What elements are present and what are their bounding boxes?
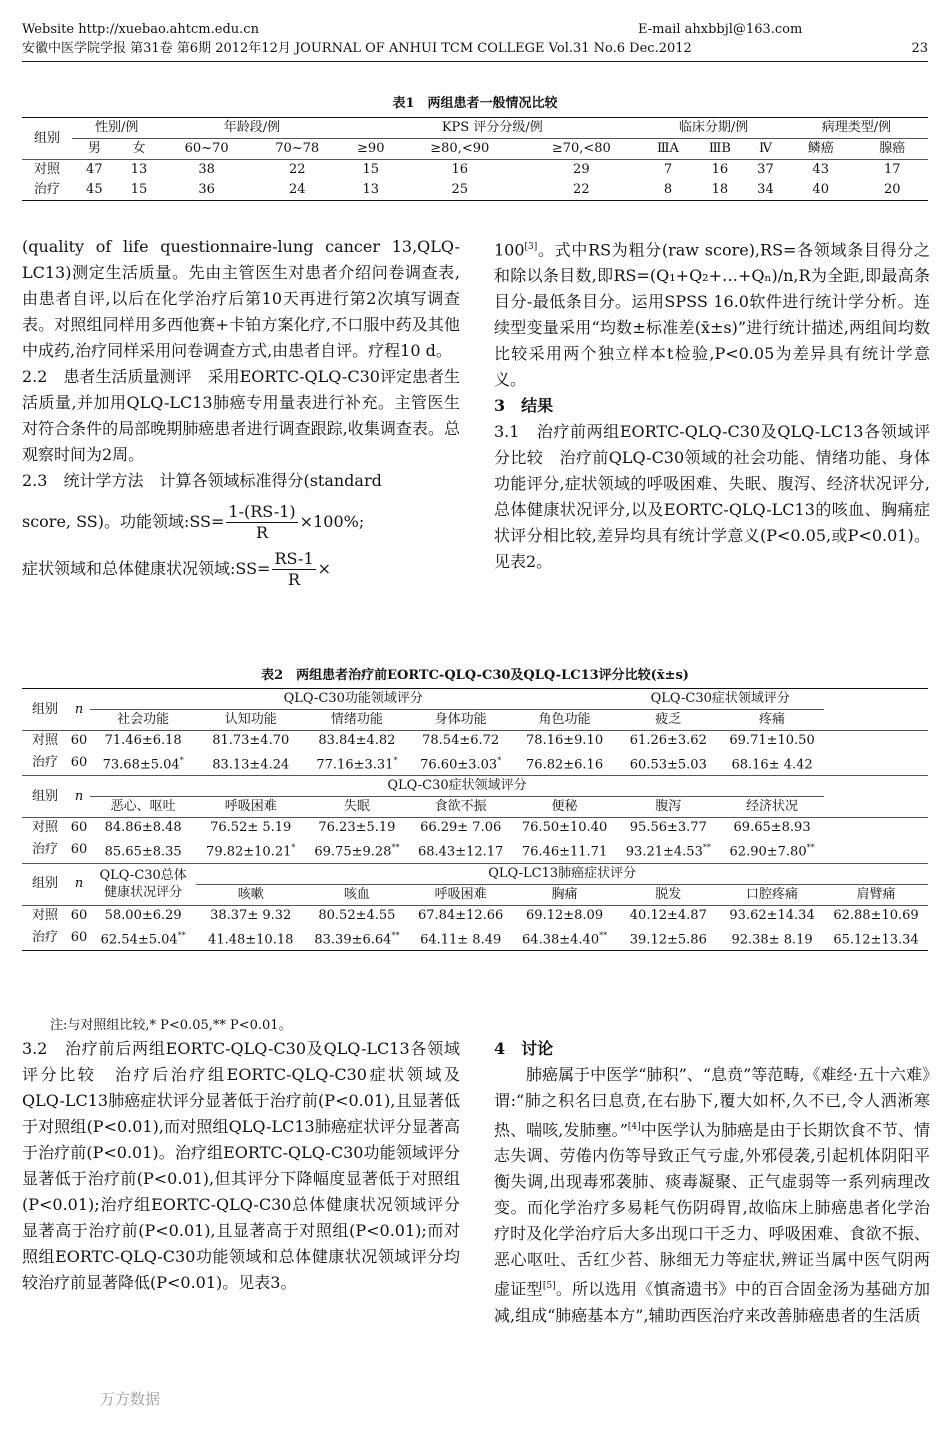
table2-value: 92.38± 8.19 [731,931,813,947]
table2-row-label: 对照 [22,731,68,752]
table2-cell: 62.88±10.69 [824,905,928,926]
table2-n-label: n [68,689,90,731]
table2-value: 64.11± 8.49 [420,931,502,947]
table2-value: 83.39±6.64 [314,931,392,947]
table1-subhead: ≥80,<90 [430,141,490,156]
table2-cell: 78.54±6.72 [409,731,513,752]
table2-cell [513,926,617,951]
section-2-3: 2.3 统计学方法 计算各领域标准得分(standard [22,471,382,490]
table2-value: 68.16± 4.42 [731,757,813,773]
table1-caption: 表1 两组患者一般情况比较 [392,96,558,111]
journal-info: 安徽中医学院学报 第31卷 第6期 2012年12月 JOURNAL OF ANHUI TCM COLLEGE Vol.31 No.6 Dec.2012 [22,41,692,56]
table2-row-label: 治疗 [31,755,58,771]
table2-group-head: QLQ-C30症状领域评分 [617,689,825,710]
paragraph: (quality of life questionnaire-lung cancer 13,QLQ-LC13)测定生活质量。先由主管医生对患者介绍问卷调查表,由患者自评,以后在化学治疗后第10天再进行第2次填写调查表。对照组同样用多西他赛+卡铂方案化疗,不口服中药及其他中成药,治疗同样采用问卷调查方式,由患者自评。疗程10 d。 [22,237,460,360]
significance-mark: * [393,756,398,765]
right-column-upper [494,234,930,575]
citation: [5] [542,1281,556,1292]
table1-cell: 40 [785,180,856,201]
table1-cell: 24 [252,180,343,201]
section-2-2: 2.2 患者生活质量测评 采用EORTC-QLQ-C30评定患者生活质量,并加用QLQ-LC13肺癌专用量表进行补充。主管医生对符合条件的局部晚期肺癌患者进行调查跟踪,收集调查表。总观察时间为2周。 [22,367,460,464]
table2-cell: 71.46±6.18 [90,731,196,752]
table2-value: 60.53±5.03 [629,757,707,773]
citation: [3] [524,242,538,252]
citation: [4] [627,1122,641,1132]
text-run: 100 [494,240,525,260]
table2-value: 73.68±5.04 [102,757,180,773]
table2-overall-head-line2: 健康状况评分 [104,885,183,901]
table2-subhead: 脱发 [655,886,682,902]
table2-cell [196,926,305,951]
significance-mark: ** [599,930,608,940]
table2-row-label: 治疗 [22,926,68,951]
table1-row-label: 对照 [33,162,60,177]
fraction [226,502,297,543]
table2-subhead: 呼吸困难 [434,886,487,902]
table2-value: 77.16±3.31 [316,757,394,773]
paragraph [494,234,930,393]
table2-overall-head-line1: QLQ-C30总体 [99,868,187,884]
table1-group-head: 临床分期/例 [642,118,785,139]
table1-cell: 38 [198,162,215,177]
table2-value: 93.21±4.53 [625,844,703,860]
table1-cell: 16 [711,162,729,177]
table2-value: 79.82±10.21 [206,844,292,860]
section-heading-3: 3 结果 [494,396,554,416]
table2-overall-head [90,863,196,905]
table1-cell: 15 [117,180,162,201]
table2-cell [513,751,617,776]
table2-subhead: 肩臂痛 [856,886,896,902]
table2-subhead: 身体功能 [434,712,487,727]
table1-subhead: 60~70 [184,141,229,156]
table2-value: 76.60±3.03 [420,757,498,773]
table1-cell: 34 [746,180,785,201]
table2-value: 62.90±7.80 [729,844,807,860]
page-number: 23 [911,41,928,56]
table2-cell [513,838,617,863]
table2-n: 60 [68,731,90,752]
table2-value: 76.82±6.16 [526,757,604,773]
running-header-line1 [22,22,928,38]
table2-cell [617,751,721,776]
table2-subhead: 情绪功能 [330,712,383,727]
significance-mark: * [497,756,502,765]
table1-cell: 8 [642,180,694,201]
table2-n: 60 [68,926,90,951]
left-column-lower [22,1036,460,1296]
table2-cell [305,751,409,776]
text-run: 。式中RS为粗分(raw score),RS=各领域条目得分之和除以条目数,即RS=(Q₁+Q₂+…+Qₙ)/n,R为全距,即最高条目分-最低条目分。运用SPSS 16.0软件进行统计学分析。连续型变量采用“均数±标准差(x̄±s)”进行统计描述,两组间均数比较采用两个独立样本t检验,P<0.05为差异具有统计学意义。 [494,240,930,390]
significance-mark: ** [806,843,815,853]
table1-subhead: 腺癌 [879,141,906,156]
table1-cell: 17 [883,162,901,177]
table2-group-head: QLQ-C30功能领域评分 [90,689,617,710]
email-text: E-mail ahxbbjl@163.com [638,22,803,37]
table2-cell: 69.65±8.93 [720,818,824,839]
formula-suffix: × [317,559,332,578]
table2-value: 69.75±9.28 [314,844,392,860]
table2-subhead: 腹泻 [655,799,682,815]
table2-value: 62.54±5.04 [100,931,178,947]
table2-cell: 80.52±4.55 [305,905,409,926]
formula-suffix: ×100%; [299,512,365,531]
table1-cell: 13 [130,162,148,177]
table2-row-label: 治疗 [31,842,58,858]
text-run: 中医学认为肺癌是由于长期饮食不节、情志失调、劳倦内伤等导致正气亏虚,外邪侵袭,引起机体阴阳平衡失调,出现毒邪袭肺、痰毒凝聚、正气虚弱等一系列病理改变。而化学治疗多易耗气伤阴碍胃,故临床上肺癌患者化学治疗时及化学治疗后大多出现口干乏力、呼吸困难、食欲不振、恶心呕吐、舌红少苔、脉细无力等症状,辨证当属中医气阴两虚证型 [494,1120,930,1299]
table2-group-label: 组别 [22,689,68,731]
table1-subhead: Ⅳ [758,141,772,156]
paragraph [494,1062,930,1329]
table2-cell: 40.12±4.87 [617,905,721,926]
table2-group-head: QLQ-C30症状领域评分 [90,776,824,797]
table2-n: 60 [68,905,90,926]
table2-cell [720,926,824,951]
table2-caption: 表2 两组患者治疗前EORTC-QLQ-C30及QLQ-LC13评分比较(x̄±s) [261,668,689,683]
table2-subhead: 恶心、呕吐 [110,799,176,815]
table2-cell: 38.37± 9.32 [196,905,305,926]
table1-cell: 37 [757,162,774,177]
table2 [22,688,928,951]
table2-cell: 61.26±3.62 [617,731,721,752]
header-rule [22,61,928,62]
table2-subhead: 角色功能 [538,712,591,727]
table1-subhead: ⅢB [708,141,731,156]
table2-cell: 95.56±3.77 [617,818,721,839]
table2-subhead: 口腔疼痛 [746,886,799,902]
left-column-upper [22,234,460,590]
formula-functional [22,502,460,543]
table2-subhead: 社会功能 [117,712,170,727]
table2-subhead: 胸痛 [551,886,578,902]
table1-subhead: 70~78 [275,141,320,156]
table2-subhead: 食欲不振 [434,799,487,815]
table2-subhead: 咳嗽 [237,886,264,902]
table1-cell: 36 [161,180,252,201]
significance-mark: ** [702,843,711,853]
fraction-denominator: R [288,570,301,589]
table2-row-label: 对照 [22,818,68,839]
table2-group-head: QLQ-LC13肺癌症状评分 [196,863,928,884]
table2-n: 60 [70,755,88,771]
fraction [272,549,315,590]
formula-prefix: score, SS)。功能领域:SS= [22,512,225,531]
table2-value: 68.43±12.17 [417,844,504,860]
section-heading-4: 4 讨论 [494,1039,554,1058]
table2-value: 64.38±4.40 [522,931,600,947]
table2-cell: 69.12±8.09 [513,905,617,926]
table1 [22,117,928,201]
right-column-lower [494,1036,930,1329]
table1-subhead: ⅢA [656,141,679,156]
table1-subhead: 女 [132,141,146,156]
table2-n: 60 [70,842,88,858]
table2-cell: 76.23±5.19 [305,818,409,839]
table1-cell: 25 [399,180,521,201]
table2-subhead: 呼吸困难 [224,799,277,815]
table1-cell: 18 [694,180,746,201]
table1-group-head: 性别/例 [72,118,161,139]
table1-row-label: 治疗 [22,180,72,201]
section-3-1: 3.1 治疗前两组EORTC-QLQ-C30及QLQ-LC13各领域评分比较 治疗前QLQ-C30领域的社会功能、情绪功能、身体功能评分,症状领域的呼吸困难、失眠、腹泻、经济状况评分,总体健康状况评分,以及EORTC-QLQ-LC13的咳血、胸痛症状评分相比较,差异均具有统计学意义(P<0.05,或P<0.01)。见表2。 [494,422,930,572]
table2-subhead: 经济状况 [746,799,799,815]
table1-cell: 45 [72,180,117,201]
significance-mark: ** [391,930,400,940]
table2-cell [305,926,409,951]
table2-note: 注:与对照组比较,* P<0.05,** P<0.01。 [50,1018,292,1033]
table2-cell [90,926,196,951]
table1-subhead: 男 [87,141,101,156]
watermark-text: 万方数据 [100,1390,161,1408]
fraction-numerator: 1-(RS-1) [228,502,296,521]
table1-cell: 29 [573,162,590,177]
table1-group-label: 组别 [22,118,72,160]
table2-cell [617,838,721,863]
table2-cell: 67.84±12.66 [409,905,513,926]
table2-cell: 78.16±9.10 [513,731,617,752]
significance-mark: * [291,843,296,853]
table1-cell: 15 [362,162,380,177]
section-3-2: 3.2 治疗前后两组EORTC-QLQ-C30及QLQ-LC13各领域评分比较 治疗后治疗组EORTC-QLQ-C30症状领域及QLQ-LC13肺癌症状评分显著低于治疗前(P<0.01),且显著低于对照组(P<0.01),而对照组QLQ-LC13肺癌症状评分显著高于治疗前(P<0.01)。治疗组EORTC-QLQ-C30功能领域评分显著低于治疗前(P<0.01),但其评分下降幅度显著低于对照组(P<0.01);治疗组EORTC-QLQ-C30总体健康状况领域评分显著高于治疗前(P<0.01),且显著高于对照组(P<0.01);而对照组EORTC-QLQ-C30功能领域和总体健康状况领域评分均较治疗前显著降低(P<0.01)。见表3。 [22,1039,460,1292]
table2-value: 65.12±13.34 [833,931,919,947]
table2-cell [90,838,196,863]
significance-mark: ** [177,930,186,940]
running-header-line2 [22,41,928,57]
table2-cell: 69.71±10.50 [720,731,824,752]
table2-group-label: 组别 [22,776,68,818]
table1-group-head: 年龄段/例 [161,118,342,139]
table2-value: 39.12±5.86 [629,931,707,947]
table2-cell [409,751,513,776]
table2-row-label: 对照 [22,905,68,926]
formula-symptom [22,549,460,590]
table2-value: 85.65±8.35 [104,844,182,860]
table2-cell [409,838,513,863]
table2-value: 41.48±10.18 [208,931,294,947]
website-text: Website http://xuebao.ahtcm.edu.cn [22,22,259,37]
table2-subhead: 咳血 [343,886,370,902]
table1-cell: 20 [856,180,928,201]
table2-n-label: n [68,863,90,905]
table2-cell [196,838,305,863]
table2-subhead: 疼痛 [759,712,786,727]
significance-mark: ** [391,843,400,853]
table1-cell: 43 [812,162,829,177]
table2-cell: 83.84±4.82 [305,731,409,752]
table1-cell: 22 [288,162,306,177]
table2-cell: 76.52± 5.19 [196,818,305,839]
table2-cell: 58.00±6.29 [90,905,196,926]
table2-subhead: 认知功能 [224,712,277,727]
table1-cell: 7 [663,162,673,177]
fraction-numerator: RS-1 [274,549,314,568]
significance-mark: * [179,756,184,765]
table1-cell: 13 [343,180,400,201]
table2-cell: 66.29± 7.06 [409,818,513,839]
table2-value: 83.13±4.24 [212,757,290,773]
table1-cell: 16 [451,162,469,177]
table2-n-label: n [68,776,90,818]
table2-subhead: 便秘 [551,799,578,815]
table2-cell [720,838,824,863]
text-run: 肺癌属于中医学“肺积”、“息贲”等范畴,《难经·五十六难》谓:“肺之积名曰息贲,在右胁下,覆大如杯,久不已,令人洒淅寒热、喘咳,发肺壅。” [494,1065,930,1140]
table2-cell [824,926,928,951]
table1-subhead: 鳞癌 [807,141,834,156]
table2-group-label: 组别 [22,863,68,905]
table1-group-head: 病理类型/例 [785,118,928,139]
table2-cell [617,926,721,951]
table2-subhead: 疲乏 [655,712,682,727]
table1-cell: 47 [86,162,103,177]
formula-prefix: 症状领域和总体健康状况领域:SS= [22,559,271,578]
table2-cell [720,751,824,776]
fraction-denominator: R [256,523,269,542]
table2-value: 76.46±11.71 [521,844,608,860]
table2-cell [90,751,196,776]
table2-subhead: 失眠 [343,799,370,815]
table2-cell: 84.86±8.48 [90,818,196,839]
table1-subhead: ≥90 [357,141,385,156]
table2-cell: 93.62±14.34 [720,905,824,926]
table1-group-head: KPS 评分分级/例 [343,118,643,139]
table2-cell [409,926,513,951]
table2-cell: 81.73±4.70 [196,731,305,752]
table1-cell: 22 [521,180,643,201]
table2-cell: 76.50±10.40 [513,818,617,839]
table2-cell [196,751,305,776]
text-run: 。所以选用《慎斋遗书》中的百合固金汤为基础方加减,组成“肺癌基本方”,辅助西医治疗来改善肺癌患者的生活质 [494,1279,930,1325]
table1-subhead: ≥70,<80 [551,141,611,156]
table2-n: 60 [68,818,90,839]
table2-cell [305,838,409,863]
